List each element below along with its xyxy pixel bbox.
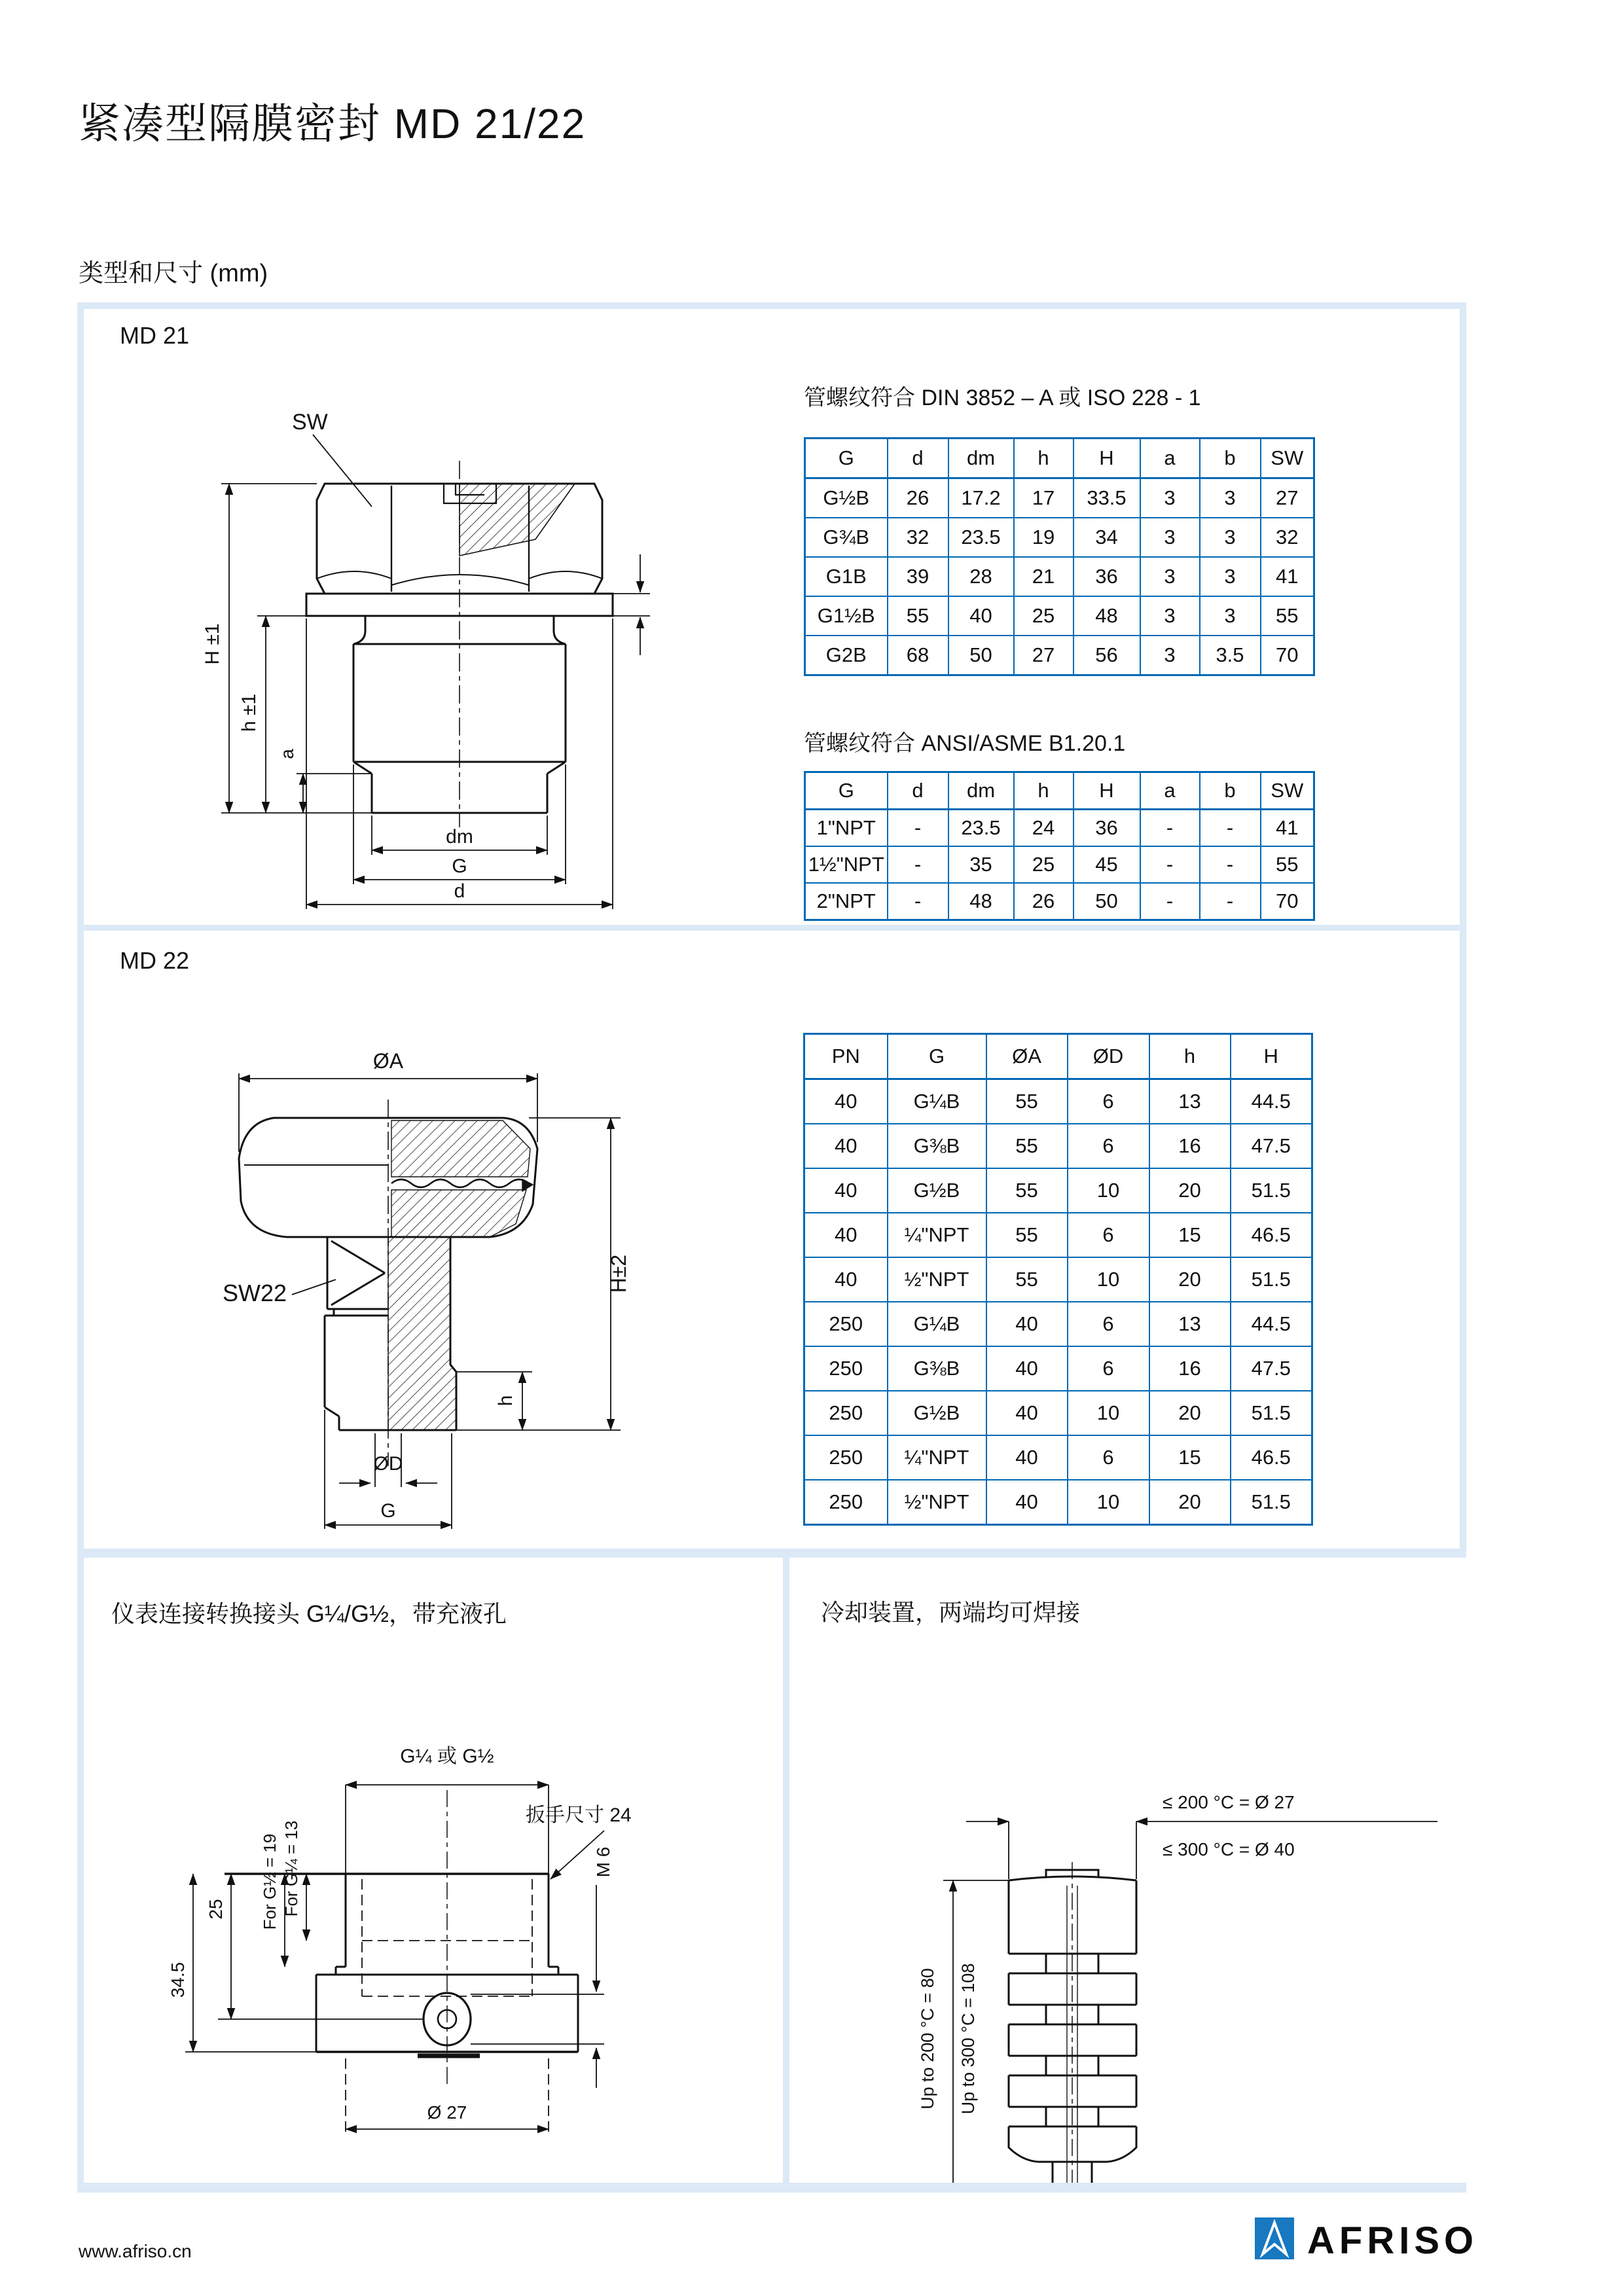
table-cell: 36: [1074, 557, 1140, 596]
table-row: [804, 1391, 1312, 1435]
table-cell: 13: [1149, 1079, 1231, 1124]
column-header: SW: [1261, 772, 1314, 810]
table-row: [805, 810, 1314, 847]
table-cell: 48: [948, 883, 1014, 920]
table-cell: G½B: [888, 1168, 986, 1213]
table-cell: 50: [948, 636, 1014, 675]
table-cell: 25: [1014, 846, 1074, 883]
column-header: h: [1014, 439, 1074, 478]
table-cell: 24: [1014, 810, 1074, 847]
dim-label-A: ØA: [372, 1049, 404, 1073]
table-cell: 21: [1014, 557, 1074, 596]
table-cell: 250: [804, 1480, 888, 1525]
column-header: H: [1231, 1034, 1312, 1079]
table-cell: 27: [1261, 478, 1314, 518]
table-cell: 40: [986, 1391, 1068, 1435]
table-cell: 10: [1068, 1168, 1149, 1213]
dim-label-H: H ±1: [202, 623, 223, 665]
din-table: [804, 437, 1315, 676]
table-cell: 70: [1261, 636, 1314, 675]
panel-md22: [84, 931, 1460, 1549]
table-cell: 6: [1068, 1124, 1149, 1168]
table-cell: 55: [986, 1079, 1068, 1124]
table-cell: 55: [1261, 596, 1314, 636]
column-header: H: [1074, 439, 1140, 478]
dim-label-25: 25: [206, 1899, 226, 1920]
column-header: dm: [948, 439, 1014, 478]
table-cell: 6: [1068, 1302, 1149, 1346]
table-cell: 70: [1261, 883, 1314, 920]
table-cell: 55: [986, 1213, 1068, 1257]
column-header: G: [805, 439, 888, 478]
table-cell: 10: [1068, 1391, 1149, 1435]
table-cell: 250: [804, 1435, 888, 1480]
table-row: [804, 1302, 1312, 1346]
table-cell: 40: [986, 1302, 1068, 1346]
table-cell: 40: [986, 1346, 1068, 1391]
table-cell: G⅜B: [888, 1124, 986, 1168]
table-row: [805, 478, 1314, 518]
dim-label-d: d: [454, 880, 465, 902]
column-header: ØD: [1068, 1034, 1149, 1079]
column-header: d: [888, 439, 948, 478]
md22-section-hatch: [388, 1121, 533, 1430]
column-header: dm: [948, 772, 1014, 810]
table-cell: 250: [804, 1391, 888, 1435]
dim-label-G: G: [452, 855, 467, 877]
table-cell: 40: [804, 1124, 888, 1168]
table-cell: 40: [986, 1480, 1068, 1525]
table-cell: 3: [1200, 596, 1261, 636]
panel-cooling: [789, 1558, 1466, 2183]
table-cell: 26: [1014, 883, 1074, 920]
adapter-title: 仪表连接转换接头 G¼/G½，带充液孔: [111, 1600, 507, 1627]
table-cell: 32: [888, 518, 948, 557]
table-cell: 3: [1140, 478, 1200, 518]
dim-label-H: H±2: [607, 1254, 630, 1293]
column-header: b: [1200, 439, 1261, 478]
table-cell: 51.5: [1231, 1391, 1312, 1435]
column-header: d: [888, 772, 948, 810]
md21-label: MD 21: [120, 322, 190, 349]
panel-md21: [84, 309, 1460, 925]
table-cell: 35: [948, 846, 1014, 883]
table-cell: 2"NPT: [805, 883, 888, 920]
md21-dimensions: [221, 435, 650, 909]
table-row: [804, 1435, 1312, 1480]
table-cell: 17.2: [948, 478, 1014, 518]
table-cell: 6: [1068, 1346, 1149, 1391]
table-cell: 41: [1261, 810, 1314, 847]
table-header-row: [805, 772, 1314, 810]
table-cell: 50: [1074, 883, 1140, 920]
adapter-dimensions: [185, 1785, 604, 2129]
table-cell: 6: [1068, 1079, 1149, 1124]
table-row: [804, 1257, 1312, 1302]
table-cell: 46.5: [1231, 1213, 1312, 1257]
table-cell: 44.5: [1231, 1079, 1312, 1124]
table-cell: -: [1140, 810, 1200, 847]
dim-label-h: h: [495, 1395, 516, 1407]
table-row: [804, 1346, 1312, 1391]
table-cell: G2B: [805, 636, 888, 675]
dim-label-200h: Up to 200 °C = 80: [918, 1968, 937, 2109]
table-cell: 47.5: [1231, 1346, 1312, 1391]
table-cell: 20: [1149, 1480, 1231, 1525]
table-cell: -: [1140, 883, 1200, 920]
column-header: h: [1014, 772, 1074, 810]
dim-label-200d: ≤ 200 °C = Ø 27: [1163, 1792, 1295, 1812]
table-cell: 41: [1261, 557, 1314, 596]
din-table-title: 管螺纹符合 DIN 3852 – A 或 ISO 228 - 1: [804, 386, 1201, 410]
afriso-logo-icon: [1255, 2217, 1294, 2259]
column-header: h: [1149, 1034, 1231, 1079]
table-cell: 6: [1068, 1213, 1149, 1257]
column-header: b: [1200, 772, 1261, 810]
table-cell: 13: [1149, 1302, 1231, 1346]
dim-label-g12: For G½ = 19: [260, 1833, 280, 1930]
cooling-title: 冷却装置，两端均可焊接: [821, 1599, 1081, 1626]
table-cell: 3: [1140, 518, 1200, 557]
dim-label-thread: G¼ 或 G½: [400, 1746, 494, 1767]
table-cell: 55: [986, 1257, 1068, 1302]
md22-label: MD 22: [120, 947, 190, 974]
table-cell: 20: [1149, 1391, 1231, 1435]
table-cell: 3.5: [1200, 636, 1261, 675]
dim-label-345: 34.5: [168, 1962, 188, 1998]
table-cell: 40: [804, 1079, 888, 1124]
table-cell: 55: [1261, 846, 1314, 883]
table-cell: -: [888, 846, 948, 883]
table-cell: -: [1200, 883, 1261, 920]
column-header: G: [888, 1034, 986, 1079]
table-cell: ½"NPT: [888, 1257, 986, 1302]
table-cell: 51.5: [1231, 1257, 1312, 1302]
table-row: [804, 1213, 1312, 1257]
table-header-row: [804, 1034, 1312, 1079]
table-row: [805, 518, 1314, 557]
table-cell: 36: [1074, 810, 1140, 847]
dim-label-g14: For G¼ = 13: [281, 1820, 301, 1917]
table-cell: 40: [804, 1213, 888, 1257]
table-cell: -: [888, 810, 948, 847]
table-cell: 44.5: [1231, 1302, 1312, 1346]
table-cell: 48: [1074, 596, 1140, 636]
table-cell: 23.5: [948, 518, 1014, 557]
table-cell: 20: [1149, 1257, 1231, 1302]
table-cell: 40: [804, 1168, 888, 1213]
table-cell: -: [1200, 846, 1261, 883]
table-cell: 68: [888, 636, 948, 675]
md21-technical-drawing: [117, 369, 693, 919]
section-heading: 类型和尺寸 (mm): [79, 260, 268, 287]
dim-label-sw22: SW22: [223, 1280, 287, 1306]
table-row: [805, 596, 1314, 636]
table-cell: 55: [986, 1168, 1068, 1213]
table-cell: 40: [804, 1257, 888, 1302]
table-row: [805, 883, 1314, 920]
table-cell: G1B: [805, 557, 888, 596]
table-cell: 16: [1149, 1346, 1231, 1391]
table-cell: 55: [888, 596, 948, 636]
page-title: 紧凑型隔膜密封 MD 21/22: [79, 100, 586, 147]
table-cell: -: [1140, 846, 1200, 883]
table-cell: 39: [888, 557, 948, 596]
dim-label-D: ØD: [373, 1453, 403, 1475]
ansi-table-title: 管螺纹符合 ANSI/ASME B1.20.1: [804, 731, 1126, 756]
panel-adapter: [84, 1558, 783, 2183]
table-cell: 6: [1068, 1435, 1149, 1480]
column-header: G: [805, 772, 888, 810]
table-cell: G½B: [805, 478, 888, 518]
cooling-dimensions: [943, 1821, 1437, 2183]
dim-label-300d: ≤ 300 °C = Ø 40: [1163, 1839, 1295, 1859]
column-header: ØA: [986, 1034, 1068, 1079]
adapter-technical-drawing: [120, 1666, 670, 2170]
table-cell: 15: [1149, 1213, 1231, 1257]
ansi-table: [804, 771, 1315, 921]
table-row: [804, 1079, 1312, 1124]
dim-label-dm: dm: [446, 826, 473, 848]
dim-label-sw: SW: [292, 410, 328, 435]
dim-label-wrench: 扳手尺寸 24: [526, 1804, 632, 1826]
table-cell: G1½B: [805, 596, 888, 636]
table-cell: -: [1200, 810, 1261, 847]
table-cell: ¼"NPT: [888, 1213, 986, 1257]
column-header: a: [1140, 439, 1200, 478]
column-header: SW: [1261, 439, 1314, 478]
table-cell: 10: [1068, 1257, 1149, 1302]
table-cell: 19: [1014, 518, 1074, 557]
table-cell: 40: [986, 1435, 1068, 1480]
table-cell: G¾B: [805, 518, 888, 557]
table-row: [804, 1124, 1312, 1168]
column-header: a: [1140, 772, 1200, 810]
table-cell: 25: [1014, 596, 1074, 636]
table-cell: ½"NPT: [888, 1480, 986, 1525]
table-cell: 27: [1014, 636, 1074, 675]
dim-label-27: Ø 27: [427, 2102, 467, 2123]
table-cell: 3: [1140, 557, 1200, 596]
table-cell: 1"NPT: [805, 810, 888, 847]
table-row: [805, 636, 1314, 675]
table-cell: 55: [986, 1124, 1068, 1168]
table-row: [805, 846, 1314, 883]
table-cell: 3: [1140, 636, 1200, 675]
cooling-technical-drawing: [881, 1666, 1444, 2183]
md22-table: [803, 1033, 1313, 1526]
column-header: H: [1074, 772, 1140, 810]
table-cell: 26: [888, 478, 948, 518]
table-cell: 28: [948, 557, 1014, 596]
table-cell: 250: [804, 1302, 888, 1346]
table-cell: 51.5: [1231, 1480, 1312, 1525]
table-cell: G⅜B: [888, 1346, 986, 1391]
table-cell: G½B: [888, 1391, 986, 1435]
table-cell: 20: [1149, 1168, 1231, 1213]
table-cell: 56: [1074, 636, 1140, 675]
table-cell: 23.5: [948, 810, 1014, 847]
dim-label-m6: M 6: [593, 1846, 613, 1878]
table-cell: G¼B: [888, 1079, 986, 1124]
table-cell: 32: [1261, 518, 1314, 557]
dim-label-G: G: [380, 1500, 396, 1522]
table-cell: 250: [804, 1346, 888, 1391]
table-cell: 51.5: [1231, 1168, 1312, 1213]
arrow-icon: [1255, 2217, 1294, 2259]
table-row: [804, 1168, 1312, 1213]
content-frame: [77, 302, 1466, 2193]
table-cell: 45: [1074, 846, 1140, 883]
table-cell: -: [888, 883, 948, 920]
table-cell: 15: [1149, 1435, 1231, 1480]
afriso-logo: [1255, 2217, 1477, 2261]
table-cell: 46.5: [1231, 1435, 1312, 1480]
dim-label-h: h ±1: [238, 693, 260, 732]
table-cell: 3: [1200, 518, 1261, 557]
table-cell: 1½"NPT: [805, 846, 888, 883]
table-cell: G¼B: [888, 1302, 986, 1346]
footer-url: www.afriso.cn: [79, 2241, 192, 2261]
table-cell: 33.5: [1074, 478, 1140, 518]
table-cell: 40: [948, 596, 1014, 636]
table-cell: 10: [1068, 1480, 1149, 1525]
table-cell: 47.5: [1231, 1124, 1312, 1168]
dim-label-300h: Up to 300 °C = 108: [958, 1963, 978, 2115]
table-cell: 3: [1200, 557, 1261, 596]
table-cell: 34: [1074, 518, 1140, 557]
table-row: [805, 557, 1314, 596]
table-header-row: [805, 439, 1314, 478]
table-cell: 3: [1140, 596, 1200, 636]
md22-technical-drawing: [123, 1008, 712, 1538]
table-cell: 16: [1149, 1124, 1231, 1168]
column-header: PN: [804, 1034, 888, 1079]
table-row: [804, 1480, 1312, 1525]
table-cell: ¼"NPT: [888, 1435, 986, 1480]
table-cell: 3: [1200, 478, 1261, 518]
table-cell: 17: [1014, 478, 1074, 518]
dim-label-a: a: [277, 749, 297, 759]
afriso-logo-text: AFRISO: [1307, 2219, 1479, 2262]
